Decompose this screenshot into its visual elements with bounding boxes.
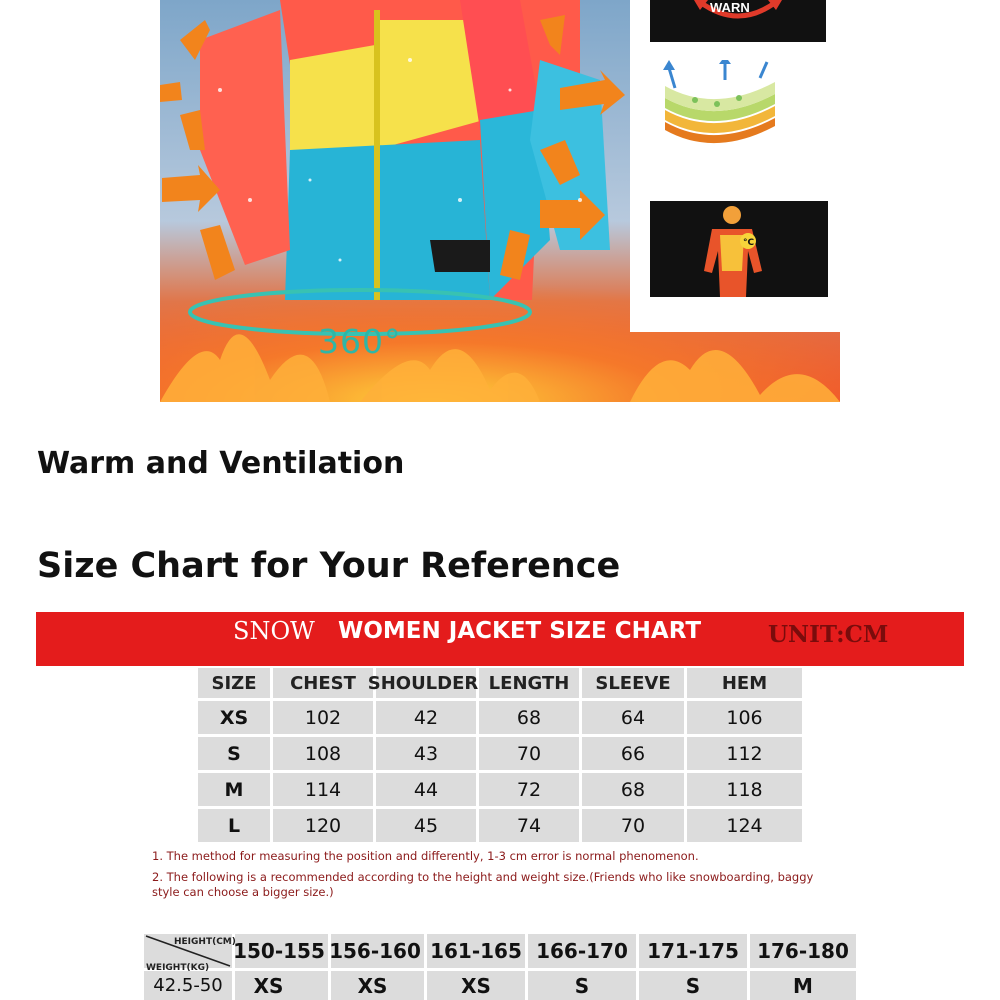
hem-cell: 112 <box>726 742 763 765</box>
warm-ventilation-heading: Warm and Ventilation <box>37 446 405 481</box>
banner-brand: SNOW <box>233 617 315 645</box>
banner-unit: UNIT:CM <box>768 621 889 648</box>
size-cell: XS <box>219 706 249 729</box>
rotation-label: 360° <box>318 322 402 361</box>
recommended-size-cell: S <box>574 973 590 998</box>
banner-title: WOMEN JACKET SIZE CHART <box>338 618 702 644</box>
recommended-size-cell: XS <box>357 973 388 998</box>
height-range-header: 156-160 <box>329 939 421 963</box>
sleeve-cell: 66 <box>620 742 646 765</box>
note-recommendation-cont: style can choose a bigger size.) <box>152 885 334 899</box>
shoulder-header: SHOULDER <box>367 672 479 694</box>
chest-cell: 114 <box>304 778 342 801</box>
sleeve-cell: 64 <box>620 706 646 729</box>
length-header: LENGTH <box>488 672 570 694</box>
sleeve-header: SLEEVE <box>595 672 671 694</box>
height-range-header: 166-170 <box>536 939 628 963</box>
size-cell: L <box>227 814 241 837</box>
shoulder-cell: 45 <box>413 814 439 837</box>
height-weight-table <box>144 934 856 1000</box>
note-measurement: 1. The method for measuring the position and differently, 1-3 cm error is normal phenomenon. <box>152 849 699 863</box>
sleeve-cell: 68 <box>620 778 646 801</box>
height-corner-label: HEIGHT(CM) <box>174 937 236 947</box>
hem-header: HEM <box>721 672 768 694</box>
height-range-header: 176-180 <box>757 939 849 963</box>
chest-cell: 108 <box>304 742 342 765</box>
fabric-layers-icon <box>655 60 785 154</box>
height-range-header: 161-165 <box>430 939 522 963</box>
length-cell: 68 <box>516 706 542 729</box>
shoulder-cell: 44 <box>413 778 439 801</box>
size-chart-heading: Size Chart for Your Reference <box>37 546 621 586</box>
warn-label: WARN <box>710 0 750 15</box>
height-range-header: 171-175 <box>647 939 739 963</box>
celsius-icon: °C <box>743 238 755 248</box>
length-cell: 74 <box>516 814 542 837</box>
recommended-size-cell: S <box>685 973 701 998</box>
size-header: SIZE <box>211 672 257 694</box>
body-heat-box <box>650 201 828 297</box>
recommended-size-cell: XS <box>461 973 491 998</box>
note-recommendation: 2. The following is a recommended according to the height and weight size.(Friends who like snowboarding, baggy <box>152 870 814 884</box>
recommended-size-cell: XS <box>253 973 284 998</box>
body-heat-icon <box>650 201 828 297</box>
recommended-size-cell: M <box>793 973 813 998</box>
size-cell: S <box>227 742 241 765</box>
weight-range-cell: 42.5-50 <box>153 975 223 996</box>
chest-cell: 102 <box>304 706 342 729</box>
hem-cell: 124 <box>726 814 763 837</box>
shoulder-cell: 42 <box>413 706 439 729</box>
chest-header: CHEST <box>290 672 356 694</box>
size-table <box>198 666 802 843</box>
length-cell: 70 <box>516 742 542 765</box>
hem-cell: 106 <box>726 706 763 729</box>
shoulder-cell: 43 <box>413 742 439 765</box>
size-cell: M <box>224 778 244 801</box>
height-range-header: 150-155 <box>233 939 325 963</box>
hem-cell: 118 <box>726 778 763 801</box>
chest-cell: 120 <box>304 814 342 837</box>
length-cell: 72 <box>516 778 542 801</box>
sleeve-cell: 70 <box>620 814 646 837</box>
weight-corner-label: WEIGHT(KG) <box>146 963 210 973</box>
